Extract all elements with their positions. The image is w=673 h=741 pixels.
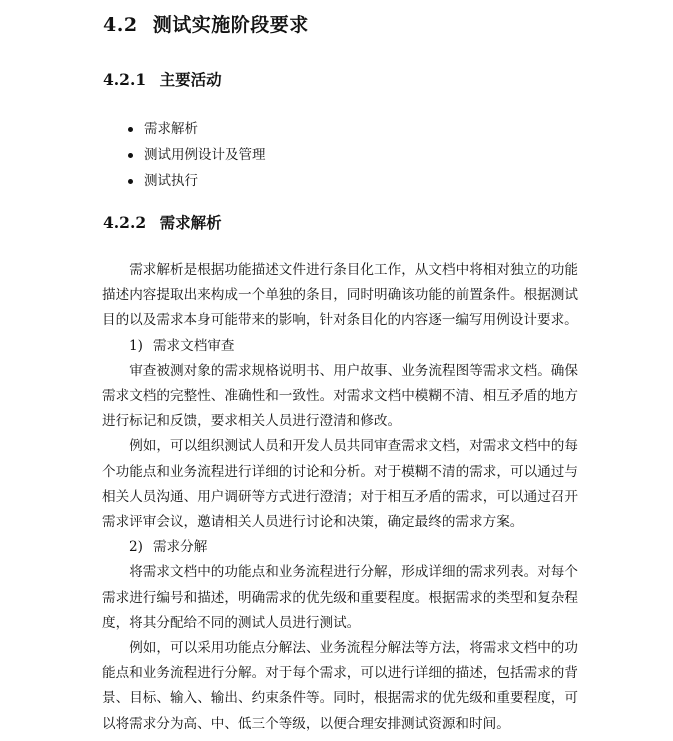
list-item: 需求解析	[128, 116, 266, 142]
numbered-item-heading: 1) 需求文档审查	[129, 337, 235, 354]
bullet-icon	[128, 179, 133, 184]
numbered-item-heading: 2) 需求分解	[129, 539, 208, 556]
subsection-title: 主要活动	[159, 70, 222, 89]
bullet-icon	[128, 153, 133, 158]
section-heading	[103, 10, 309, 37]
activity-list	[128, 116, 266, 194]
section-title: 测试实施阶段要求	[152, 14, 309, 36]
bullet-icon	[128, 127, 133, 132]
subsection-number: 4.2.2	[103, 213, 147, 232]
subsection-title: 需求解析	[159, 213, 222, 232]
body-paragraph: 审查被测对象的需求规格说明书、用户故事、业务流程图等需求文档。确保需求文档的完整性、准确性和一致性。对需求文档中模糊不清、相互矛盾的地方进行标记和反馈，要求相关人员进行澄清和修改。	[102, 362, 578, 430]
requirement-analysis-body	[102, 258, 578, 737]
list-item: 测试用例设计及管理	[128, 142, 266, 168]
intro-paragraph: 需求解析是根据功能描述文件进行条目化工作，从文档中将相对独立的功能描述内容提取出来构成一个单独的条目，同时明确该功能的前置条件。根据测试目的以及需求本身可能带来的影响，针对条目化的内容逐一编写用例设计要求。	[102, 262, 578, 329]
list-item: 测试执行	[128, 168, 266, 194]
section-number: 4.2	[103, 14, 138, 36]
subsection-heading-main-activities	[103, 68, 222, 90]
body-paragraph: 例如，可以采用功能点分解法、业务流程分解法等方法，将需求文档中的功能点和业务流程进行分解。对于每个需求，可以进行详细的描述，包括需求的背景、目标、输入、输出、约束条件等。同时，根据需求的优先级和重要程度，可以将需求分为高、中、低三个等级，以便合理安排测试资源和时间。	[102, 640, 578, 732]
body-paragraph: 例如，可以组织测试人员和开发人员共同审查需求文档，对需求文档中的每个功能点和业务流程进行详细的讨论和分析。对于模糊不清的需求，可以通过与相关人员沟通、用户调研等方式进行澄清；对于相互矛盾的需求，可以通过召开需求评审会议，邀请相关人员进行讨论和决策，确定最终的需求方案。	[102, 438, 578, 531]
subsection-heading-requirement-analysis	[103, 211, 222, 233]
body-paragraph: 将需求文档中的功能点和业务流程进行分解，形成详细的需求列表。对每个需求进行编号和描述，明确需求的优先级和重要程度。根据需求的类型和复杂程度，将其分配给不同的测试人员进行测试。	[102, 564, 578, 631]
subsection-number: 4.2.1	[103, 70, 147, 89]
